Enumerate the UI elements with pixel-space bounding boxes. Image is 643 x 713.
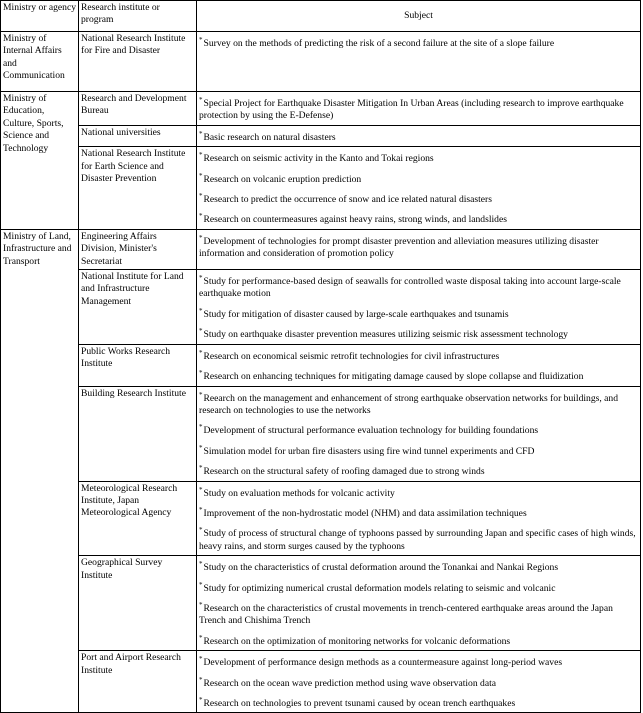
header-institute: Research institute or program: [79, 1, 197, 32]
table-row: [1, 344, 641, 386]
table-row: [1, 125, 641, 146]
subject-item: *Research on enhancing techniques for mitigating damage caused by slope collapse and fluidization: [199, 369, 584, 383]
subject-item: *Research to predict the occurrence of snow and ice related natural disasters: [199, 192, 492, 206]
bullet-mark: *: [199, 526, 203, 535]
bullet-mark: *: [199, 464, 203, 473]
subject-item: *Improvement of the non-hydrostatic model (NHM) and data assimilation techniques: [199, 505, 527, 519]
subject-item: *Reearch on the management and enhancement of strong earthquake observation networks for buildings, and research on technologies to use the networks: [199, 390, 619, 416]
bullet-mark: *: [199, 390, 203, 399]
subject-item: *Development of structural performance evaluation technology for building foundations: [199, 423, 539, 437]
bullet-mark: *: [199, 151, 203, 160]
bullet-mark: *: [199, 580, 203, 589]
subject-cell: [197, 270, 641, 345]
table-row: [1, 32, 641, 92]
bullet-mark: *: [199, 675, 203, 684]
bullet-mark: *: [199, 348, 203, 357]
institute-cell: National Research Institute for Fire and Disaster: [79, 32, 197, 92]
subject-cell: [197, 556, 641, 651]
bullet-mark: *: [199, 633, 203, 642]
header-ministry: Ministry or agency: [1, 1, 79, 32]
subject-item: *Study on evaluation methods for volcanic activity: [199, 485, 395, 499]
subject-item: *Study on earthquake disaster prevention measures utilizing seismic risk assessment technology: [199, 327, 568, 341]
subject-cell: [197, 229, 641, 269]
subject-cell: [197, 481, 641, 556]
table-row: [1, 92, 641, 126]
table-row: [1, 386, 641, 481]
subject-item: *Study on the characteristics of crustal deformation around the Tonankai and Nankai Regions: [199, 560, 559, 574]
bullet-mark: *: [199, 655, 203, 664]
bullet-mark: *: [199, 129, 203, 138]
bullet-mark: *: [199, 233, 203, 242]
table-row: [1, 147, 641, 230]
bullet-mark: *: [199, 212, 203, 221]
subject-item: *Research on volcanic eruption prediction: [199, 171, 362, 185]
subject-item: *Survey on the methods of predicting the risk of a second failure at the site of a slope failure: [199, 36, 555, 49]
subject-cell: [197, 651, 641, 713]
subject-item: *Research on the ocean wave prediction method using wave observation data: [199, 675, 497, 689]
table-row: [1, 270, 641, 345]
bullet-mark: *: [199, 696, 203, 704]
subject-item: *Study for optimizing numerical crustal deformation models relating to seismic and volcanic: [199, 580, 556, 594]
bullet-mark: *: [199, 306, 203, 315]
header-subject: Subject: [197, 1, 641, 32]
ministry-cell: Ministry of Land, Infrastructure and Transport: [1, 229, 79, 713]
institute-cell: National universities: [79, 125, 197, 146]
subject-item: *Development of performance design methods as a countermeasure against long-period waves: [199, 655, 563, 669]
institute-cell: Engineering Affairs Division, Minister's Secretariat: [79, 229, 197, 269]
institute-cell: Building Research Institute: [79, 386, 197, 481]
bullet-mark: *: [199, 171, 203, 180]
bullet-mark: *: [199, 369, 203, 378]
ministry-cell: Ministry of Internal Affairs and Communication: [1, 32, 79, 92]
subject-cell: [197, 344, 641, 386]
subject-item: *Study of process of structural change of typhoons passed by surrounding Japan and specific cases of high winds, heavy rains, and storm surges caused by the typhoons: [199, 526, 636, 552]
table-row: [1, 481, 641, 556]
institute-cell: Port and Airport Research Institute: [79, 651, 197, 713]
bullet-mark: *: [199, 423, 203, 432]
subject-cell: [197, 386, 641, 481]
subject-item: *Study for mitigation of disaster caused by large-scale earthquakes and tsunamis: [199, 306, 509, 320]
subject-item: *Study for performance-based design of seawalls for controlled waste disposal taking into account large-scale earthquake motion: [199, 274, 621, 300]
bullet-mark: *: [199, 327, 203, 336]
subject-cell: [197, 125, 641, 146]
institute-cell: Research and Development Bureau: [79, 92, 197, 126]
institute-cell: Public Works Research Institute: [79, 344, 197, 386]
bullet-mark: *: [199, 274, 203, 283]
subject-cell: [197, 32, 641, 92]
subject-item: *Research on the structural safety of roofing damaged due to strong winds: [199, 464, 485, 478]
subject-item: *Basic research on natural disasters: [199, 129, 336, 143]
subject-item: *Research on seismic activity in the Kanto and Tokai regions: [199, 151, 434, 165]
bullet-mark: *: [199, 505, 203, 514]
subject-item: *Simulation model for urban fire disasters using fire wind tunnel experiments and CFD: [199, 443, 535, 457]
institute-cell: National Research Institute for Earth Science and Disaster Prevention: [79, 147, 197, 230]
subject-item: *Special Project for Earthquake Disaster Mitigation In Urban Areas (including research to improve earthquake protection by using the E-Defense): [199, 96, 624, 122]
bullet-mark: *: [199, 443, 203, 452]
institute-cell: Geographical Survey Institute: [79, 556, 197, 651]
table-row: [1, 651, 641, 713]
table-row: [1, 229, 641, 269]
bullet-mark: *: [199, 192, 203, 201]
subject-item: *Research on the optimization of monitoring networks for volcanic deformations: [199, 633, 511, 647]
subject-item: *Research on economical seismic retrofit technologies for civil infrastructures: [199, 348, 500, 362]
subject-cell: [197, 147, 641, 230]
bullet-mark: *: [199, 560, 203, 569]
subject-item: *Research on the characteristics of crustal movements in trench-centered earthquake areas around the Japan Trench and Chishima Trench: [199, 600, 613, 627]
subject-item: *Research on technologies to prevent tsunami caused by ocean trench earthquakes: [199, 696, 516, 709]
subject-cell: [197, 92, 641, 126]
institute-cell: National Institute for Land and Infrastructure Management: [79, 270, 197, 345]
bullet-mark: *: [199, 36, 203, 44]
header-row: [1, 1, 641, 32]
bullet-mark: *: [199, 485, 203, 494]
institute-cell: Meteorological Research Institute, Japan Meteorological Agency: [79, 481, 197, 556]
subject-item: *Research on countermeasures against heavy rains, strong winds, and landslides: [199, 212, 507, 226]
table-row: [1, 556, 641, 651]
bullet-mark: *: [199, 96, 203, 104]
bullet-mark: *: [199, 600, 203, 609]
ministry-cell: Ministry of Education, Culture, Sports, Science and Technology: [1, 92, 79, 230]
subject-item: *Development of technologies for prompt disaster prevention and alleviation measures utilizing disaster information and consideration of promotion policy: [199, 233, 599, 260]
